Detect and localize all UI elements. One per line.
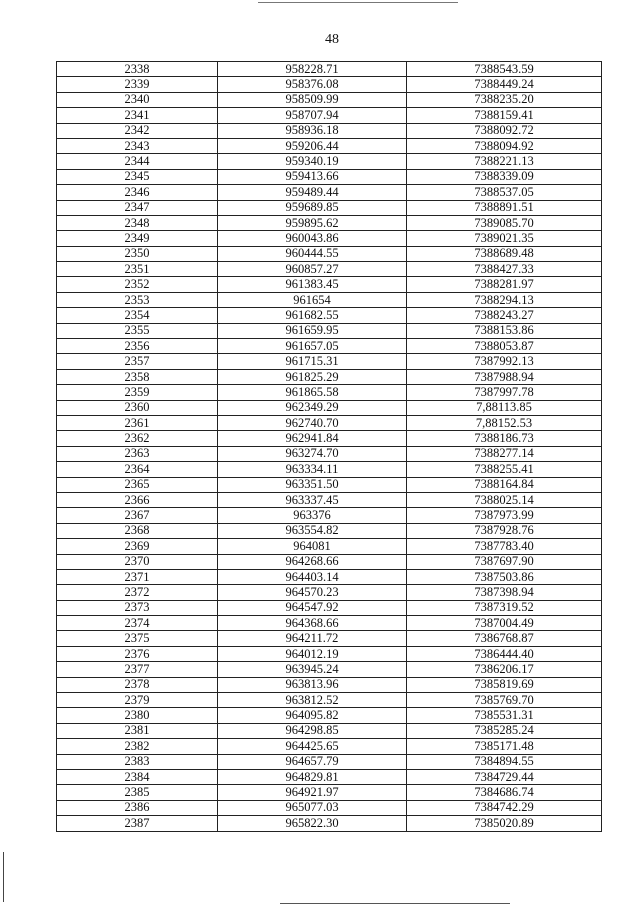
table-row (57, 585, 602, 600)
table-row (57, 431, 602, 446)
y-coordinate-cell: 7388281.97 (407, 277, 602, 292)
x-coordinate-cell: 963274.70 (218, 446, 407, 461)
y-coordinate-cell: 7385285.24 (407, 723, 602, 738)
y-coordinate-cell: 7384742.29 (407, 800, 602, 815)
table-row (57, 769, 602, 784)
y-coordinate-cell: 7387997.78 (407, 385, 602, 400)
point-number-cell: 2346 (57, 185, 218, 200)
point-number-cell: 2349 (57, 231, 218, 246)
table-row (57, 308, 602, 323)
y-coordinate-cell: 7387697.90 (407, 554, 602, 569)
table-row (57, 138, 602, 153)
x-coordinate-cell: 964547.92 (218, 600, 407, 615)
table-row (57, 77, 602, 92)
x-coordinate-cell: 964268.66 (218, 554, 407, 569)
table-row (57, 554, 602, 569)
coordinates-table (56, 61, 602, 832)
x-coordinate-cell: 961682.55 (218, 308, 407, 323)
x-coordinate-cell: 962740.70 (218, 415, 407, 430)
point-number-cell: 2362 (57, 431, 218, 446)
x-coordinate-cell: 958509.99 (218, 92, 407, 107)
y-coordinate-cell: 7,88152.53 (407, 415, 602, 430)
x-coordinate-cell: 964921.97 (218, 785, 407, 800)
x-coordinate-cell: 959689.85 (218, 200, 407, 215)
x-coordinate-cell: 958228.71 (218, 62, 407, 77)
point-number-cell: 2353 (57, 292, 218, 307)
x-coordinate-cell: 964425.65 (218, 739, 407, 754)
y-coordinate-cell: 7388294.13 (407, 292, 602, 307)
table-row (57, 92, 602, 107)
y-coordinate-cell: 7388053.87 (407, 339, 602, 354)
table-row (57, 446, 602, 461)
point-number-cell: 2380 (57, 708, 218, 723)
x-coordinate-cell: 964368.66 (218, 616, 407, 631)
y-coordinate-cell: 7388255.41 (407, 462, 602, 477)
x-coordinate-cell: 961383.45 (218, 277, 407, 292)
x-coordinate-cell: 959489.44 (218, 185, 407, 200)
point-number-cell: 2339 (57, 77, 218, 92)
scan-edge-left (3, 852, 4, 902)
y-coordinate-cell: 7387988.94 (407, 369, 602, 384)
coordinates-table-body (57, 62, 602, 832)
table-row (57, 739, 602, 754)
table-row (57, 415, 602, 430)
y-coordinate-cell: 7388025.14 (407, 492, 602, 507)
x-coordinate-cell: 963812.52 (218, 693, 407, 708)
table-row (57, 262, 602, 277)
table-row (57, 508, 602, 523)
x-coordinate-cell: 963337.45 (218, 492, 407, 507)
y-coordinate-cell: 7384894.55 (407, 754, 602, 769)
point-number-cell: 2376 (57, 646, 218, 661)
y-coordinate-cell: 7388427.33 (407, 262, 602, 277)
table-row (57, 354, 602, 369)
point-number-cell: 2359 (57, 385, 218, 400)
y-coordinate-cell: 7385020.89 (407, 816, 602, 831)
y-coordinate-cell: 7386444.40 (407, 646, 602, 661)
point-number-cell: 2351 (57, 262, 218, 277)
y-coordinate-cell: 7387928.76 (407, 523, 602, 538)
x-coordinate-cell: 965822.30 (218, 816, 407, 831)
x-coordinate-cell: 961715.31 (218, 354, 407, 369)
x-coordinate-cell: 959895.62 (218, 215, 407, 230)
table-row (57, 693, 602, 708)
x-coordinate-cell: 959340.19 (218, 154, 407, 169)
x-coordinate-cell: 962941.84 (218, 431, 407, 446)
table-row (57, 231, 602, 246)
x-coordinate-cell: 963334.11 (218, 462, 407, 477)
table-row (57, 292, 602, 307)
point-number-cell: 2379 (57, 693, 218, 708)
x-coordinate-cell: 963376 (218, 508, 407, 523)
x-coordinate-cell: 964403.14 (218, 569, 407, 584)
point-number-cell: 2367 (57, 508, 218, 523)
table-row (57, 215, 602, 230)
y-coordinate-cell: 7387319.52 (407, 600, 602, 615)
x-coordinate-cell: 960444.55 (218, 246, 407, 261)
x-coordinate-cell: 964657.79 (218, 754, 407, 769)
y-coordinate-cell: 7384729.44 (407, 769, 602, 784)
table-row (57, 539, 602, 554)
table-row (57, 785, 602, 800)
x-coordinate-cell: 959413.66 (218, 169, 407, 184)
table-row (57, 677, 602, 692)
table-row (57, 62, 602, 77)
point-number-cell: 2386 (57, 800, 218, 815)
point-number-cell: 2352 (57, 277, 218, 292)
x-coordinate-cell: 964081 (218, 539, 407, 554)
table-row (57, 169, 602, 184)
point-number-cell: 2344 (57, 154, 218, 169)
table-row (57, 631, 602, 646)
x-coordinate-cell: 961825.29 (218, 369, 407, 384)
x-coordinate-cell: 964298.85 (218, 723, 407, 738)
point-number-cell: 2356 (57, 339, 218, 354)
y-coordinate-cell: 7387398.94 (407, 585, 602, 600)
point-number-cell: 2387 (57, 816, 218, 831)
y-coordinate-cell: 7388094.92 (407, 138, 602, 153)
point-number-cell: 2378 (57, 677, 218, 692)
table-row (57, 662, 602, 677)
table-row (57, 185, 602, 200)
y-coordinate-cell: 7388186.73 (407, 431, 602, 446)
point-number-cell: 2348 (57, 215, 218, 230)
table-row (57, 277, 602, 292)
y-coordinate-cell: 7385769.70 (407, 693, 602, 708)
y-coordinate-cell: 7387992.13 (407, 354, 602, 369)
point-number-cell: 2374 (57, 616, 218, 631)
table-row (57, 339, 602, 354)
x-coordinate-cell: 963554.82 (218, 523, 407, 538)
y-coordinate-cell: 7388153.86 (407, 323, 602, 338)
point-number-cell: 2375 (57, 631, 218, 646)
scan-line-top (258, 2, 458, 3)
point-number-cell: 2368 (57, 523, 218, 538)
point-number-cell: 2373 (57, 600, 218, 615)
point-number-cell: 2370 (57, 554, 218, 569)
table-row (57, 108, 602, 123)
point-number-cell: 2366 (57, 492, 218, 507)
table-row (57, 385, 602, 400)
table-row (57, 200, 602, 215)
x-coordinate-cell: 961865.58 (218, 385, 407, 400)
point-number-cell: 2384 (57, 769, 218, 784)
y-coordinate-cell: 7385819.69 (407, 677, 602, 692)
point-number-cell: 2343 (57, 138, 218, 153)
x-coordinate-cell: 962349.29 (218, 400, 407, 415)
point-number-cell: 2383 (57, 754, 218, 769)
x-coordinate-cell: 958376.08 (218, 77, 407, 92)
x-coordinate-cell: 964829.81 (218, 769, 407, 784)
table-row (57, 400, 602, 415)
x-coordinate-cell: 965077.03 (218, 800, 407, 815)
table-row (57, 569, 602, 584)
y-coordinate-cell: 7388221.13 (407, 154, 602, 169)
table-row (57, 477, 602, 492)
point-number-cell: 2358 (57, 369, 218, 384)
point-number-cell: 2361 (57, 415, 218, 430)
y-coordinate-cell: 7388891.51 (407, 200, 602, 215)
table-row (57, 523, 602, 538)
y-coordinate-cell: 7388449.24 (407, 77, 602, 92)
x-coordinate-cell: 960857.27 (218, 262, 407, 277)
y-coordinate-cell: 7386206.17 (407, 662, 602, 677)
x-coordinate-cell: 963945.24 (218, 662, 407, 677)
point-number-cell: 2365 (57, 477, 218, 492)
table-row (57, 616, 602, 631)
y-coordinate-cell: 7,88113.85 (407, 400, 602, 415)
x-coordinate-cell: 961657.05 (218, 339, 407, 354)
point-number-cell: 2364 (57, 462, 218, 477)
x-coordinate-cell: 963813.96 (218, 677, 407, 692)
y-coordinate-cell: 7387973.99 (407, 508, 602, 523)
point-number-cell: 2382 (57, 739, 218, 754)
x-coordinate-cell: 961659.95 (218, 323, 407, 338)
y-coordinate-cell: 7387503.86 (407, 569, 602, 584)
y-coordinate-cell: 7388277.14 (407, 446, 602, 461)
y-coordinate-cell: 7388092.72 (407, 123, 602, 138)
point-number-cell: 2360 (57, 400, 218, 415)
x-coordinate-cell: 961654 (218, 292, 407, 307)
point-number-cell: 2345 (57, 169, 218, 184)
y-coordinate-cell: 7385171.48 (407, 739, 602, 754)
table-row (57, 708, 602, 723)
table-row (57, 723, 602, 738)
x-coordinate-cell: 964570.23 (218, 585, 407, 600)
y-coordinate-cell: 7388164.84 (407, 477, 602, 492)
point-number-cell: 2342 (57, 123, 218, 138)
table-row (57, 816, 602, 831)
x-coordinate-cell: 959206.44 (218, 138, 407, 153)
point-number-cell: 2363 (57, 446, 218, 461)
table-row (57, 154, 602, 169)
point-number-cell: 2347 (57, 200, 218, 215)
y-coordinate-cell: 7385531.31 (407, 708, 602, 723)
page-number: 48 (325, 32, 339, 47)
y-coordinate-cell: 7387783.40 (407, 539, 602, 554)
table-row (57, 646, 602, 661)
point-number-cell: 2385 (57, 785, 218, 800)
point-number-cell: 2350 (57, 246, 218, 261)
x-coordinate-cell: 960043.86 (218, 231, 407, 246)
y-coordinate-cell: 7388537.05 (407, 185, 602, 200)
table-row (57, 492, 602, 507)
point-number-cell: 2371 (57, 569, 218, 584)
point-number-cell: 2338 (57, 62, 218, 77)
point-number-cell: 2357 (57, 354, 218, 369)
x-coordinate-cell: 963351.50 (218, 477, 407, 492)
point-number-cell: 2355 (57, 323, 218, 338)
y-coordinate-cell: 7386768.87 (407, 631, 602, 646)
y-coordinate-cell: 7388543.59 (407, 62, 602, 77)
y-coordinate-cell: 7388235.20 (407, 92, 602, 107)
y-coordinate-cell: 7388159.41 (407, 108, 602, 123)
point-number-cell: 2372 (57, 585, 218, 600)
point-number-cell: 2377 (57, 662, 218, 677)
y-coordinate-cell: 7389021.35 (407, 231, 602, 246)
y-coordinate-cell: 7389085.70 (407, 215, 602, 230)
point-number-cell: 2340 (57, 92, 218, 107)
x-coordinate-cell: 964095.82 (218, 708, 407, 723)
table-row (57, 600, 602, 615)
y-coordinate-cell: 7388339.09 (407, 169, 602, 184)
point-number-cell: 2369 (57, 539, 218, 554)
table-row (57, 754, 602, 769)
x-coordinate-cell: 964211.72 (218, 631, 407, 646)
x-coordinate-cell: 964012.19 (218, 646, 407, 661)
table-row (57, 800, 602, 815)
point-number-cell: 2381 (57, 723, 218, 738)
table-row (57, 462, 602, 477)
y-coordinate-cell: 7387004.49 (407, 616, 602, 631)
point-number-cell: 2341 (57, 108, 218, 123)
table-row (57, 123, 602, 138)
table-row (57, 369, 602, 384)
scan-line-bottom (280, 903, 510, 904)
y-coordinate-cell: 7384686.74 (407, 785, 602, 800)
y-coordinate-cell: 7388689.48 (407, 246, 602, 261)
x-coordinate-cell: 958707.94 (218, 108, 407, 123)
y-coordinate-cell: 7388243.27 (407, 308, 602, 323)
table-row (57, 246, 602, 261)
x-coordinate-cell: 958936.18 (218, 123, 407, 138)
table-row (57, 323, 602, 338)
point-number-cell: 2354 (57, 308, 218, 323)
